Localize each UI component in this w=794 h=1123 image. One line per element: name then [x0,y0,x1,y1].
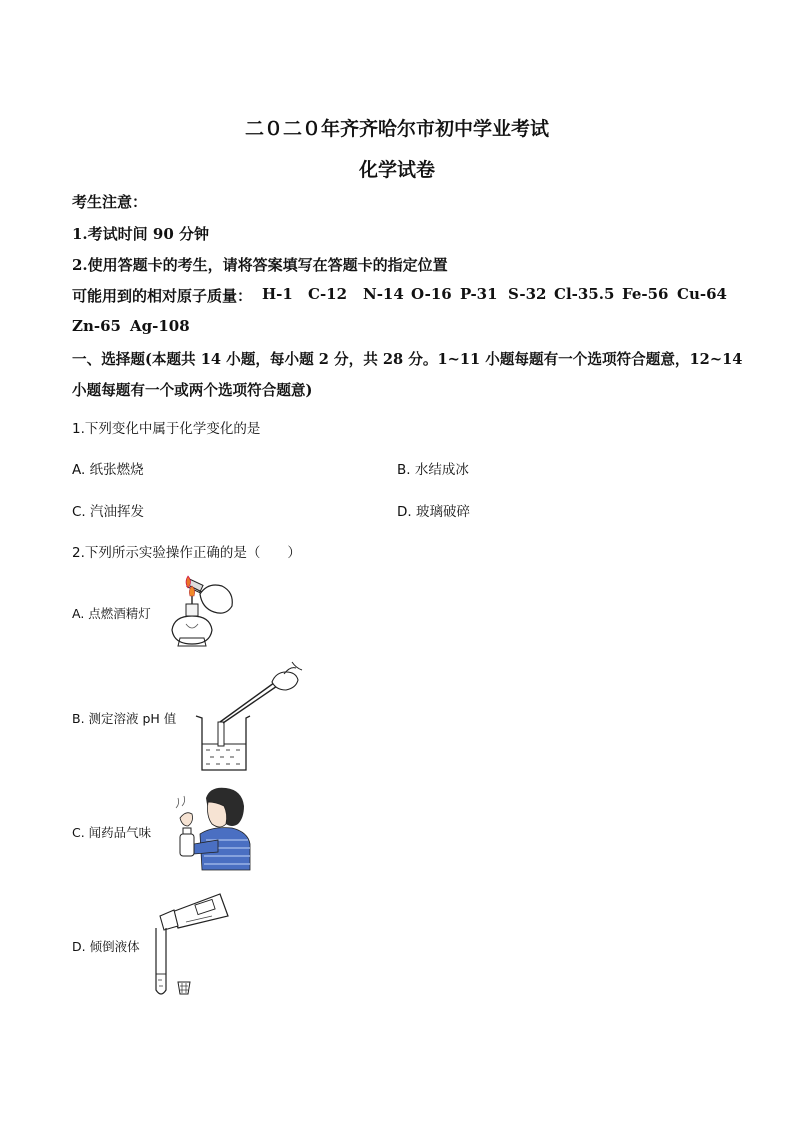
notice-item-1: 1.考试时间 90 分钟 [72,225,209,243]
q1-option-a: A. 纸张燃烧 [72,462,144,478]
q2-option-a: A. 点燃酒精灯 [72,606,151,621]
atomic-mass-value: S-32 [508,285,547,303]
q2-stem: 2.下列所示实验操作正确的是（ ） [72,545,301,561]
q1-option-d: D. 玻璃破碎 [397,504,470,520]
q2-option-b: B. 测定溶液 pH 值 [72,711,177,726]
atomic-mass-value: C-12 [308,285,348,303]
exam-subtitle: 化学试卷 [358,159,435,181]
smell-chemical-illustration [172,784,252,872]
atomic-mass-value: Ag-108 [130,317,190,335]
atomic-mass-label: 可能用到的相对原子质量： [72,287,253,305]
notice-heading: 考生注意： [72,193,148,211]
atomic-mass-value: Cl-35.5 [554,285,615,303]
section-heading-line-1: 一、选择题(本题共 14 小题，每小题 2 分，共 28 分。1~11 小题每题有一个选项符合题意，12~14 [72,351,743,368]
atomic-mass-value: P-31 [460,285,498,303]
atomic-mass-value: Fe-56 [622,285,669,303]
q1-option-c: C. 汽油挥发 [72,504,145,520]
q2-option-c: C. 闻药品气味 [72,825,152,840]
section-heading-line-2: 小题每题有一个或两个选项符合题意) [72,382,313,399]
atomic-mass-value: H-1 [262,285,293,303]
atomic-mass-value: O-16 [411,285,452,303]
atomic-mass-value: Zn-65 [72,317,121,335]
atomic-mass-value: N-14 [363,285,404,303]
exam-title: 二０二０年齐齐哈尔市初中学业考试 [244,118,549,140]
atomic-mass-value: Cu-64 [677,285,727,303]
q1-option-b: B. 水结成冰 [397,462,469,478]
q1-stem: 1.下列变化中属于化学变化的是 [72,421,261,437]
alcohol-lamp-illustration [160,572,250,652]
notice-item-2: 2.使用答题卡的考生，请将答案填写在答题卡的指定位置 [72,256,448,274]
ph-test-illustration [192,660,304,774]
q2-option-d: D. 倾倒液体 [72,939,140,954]
pour-liquid-illustration [150,886,230,998]
